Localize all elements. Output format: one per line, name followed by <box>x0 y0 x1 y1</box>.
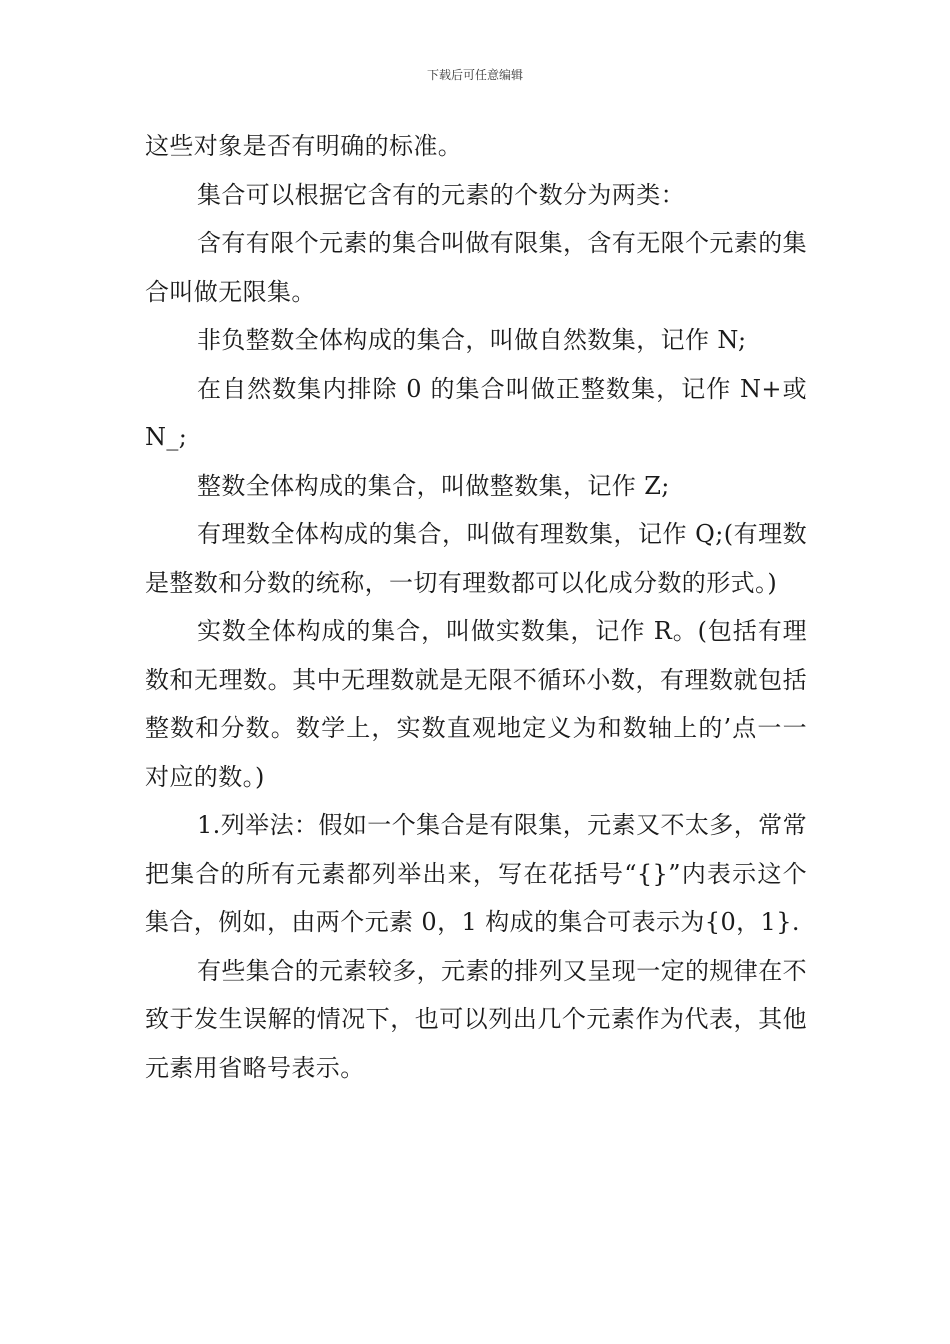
document-body <box>145 122 807 1092</box>
paragraph: 有理数全体构成的集合，叫做有理数集，记作 Q;(有理数是整数和分数的统称，一切有理数都可以化成分数的形式。) <box>145 520 807 597</box>
paragraph: 含有有限个元素的集合叫做有限集，含有无限个元素的集合叫做无限集。 <box>145 229 807 306</box>
paragraph: 在自然数集内排除 0 的集合叫做正整数集，记作 N+或 N_; <box>145 374 807 451</box>
paragraph: 有些集合的元素较多，元素的排列又呈现一定的规律在不致于发生误解的情况下，也可以列出几个元素作为代表，其他元素用省略号表示。 <box>145 956 807 1082</box>
paragraph: 非负整数全体构成的集合，叫做自然数集，记作 N; <box>197 326 747 354</box>
paragraph: 这些对象是否有明确的标准。 <box>145 132 463 160</box>
paragraph: 整数全体构成的集合，叫做整数集，记作 Z; <box>197 471 670 500</box>
paragraph: 1.列举法：假如一个集合是有限集，元素又不太多，常常把集合的所有元素都列举出来，写在花括号“{}”内表示这个集合，例如，由两个元素 0，1 构成的集合可表示为{0，1}. <box>145 811 807 936</box>
paragraph: 实数全体构成的集合，叫做实数集，记作 R。(包括有理数和无理数。其中无理数就是无限不循环小数，有理数就包括整数和分数。数学上，实数直观地定义为和数轴上的’点一一对应的数。) <box>145 617 807 791</box>
page-header: 下载后可任意编辑 <box>426 68 523 82</box>
paragraph: 集合可以根据它含有的元素的个数分为两类： <box>197 180 685 209</box>
